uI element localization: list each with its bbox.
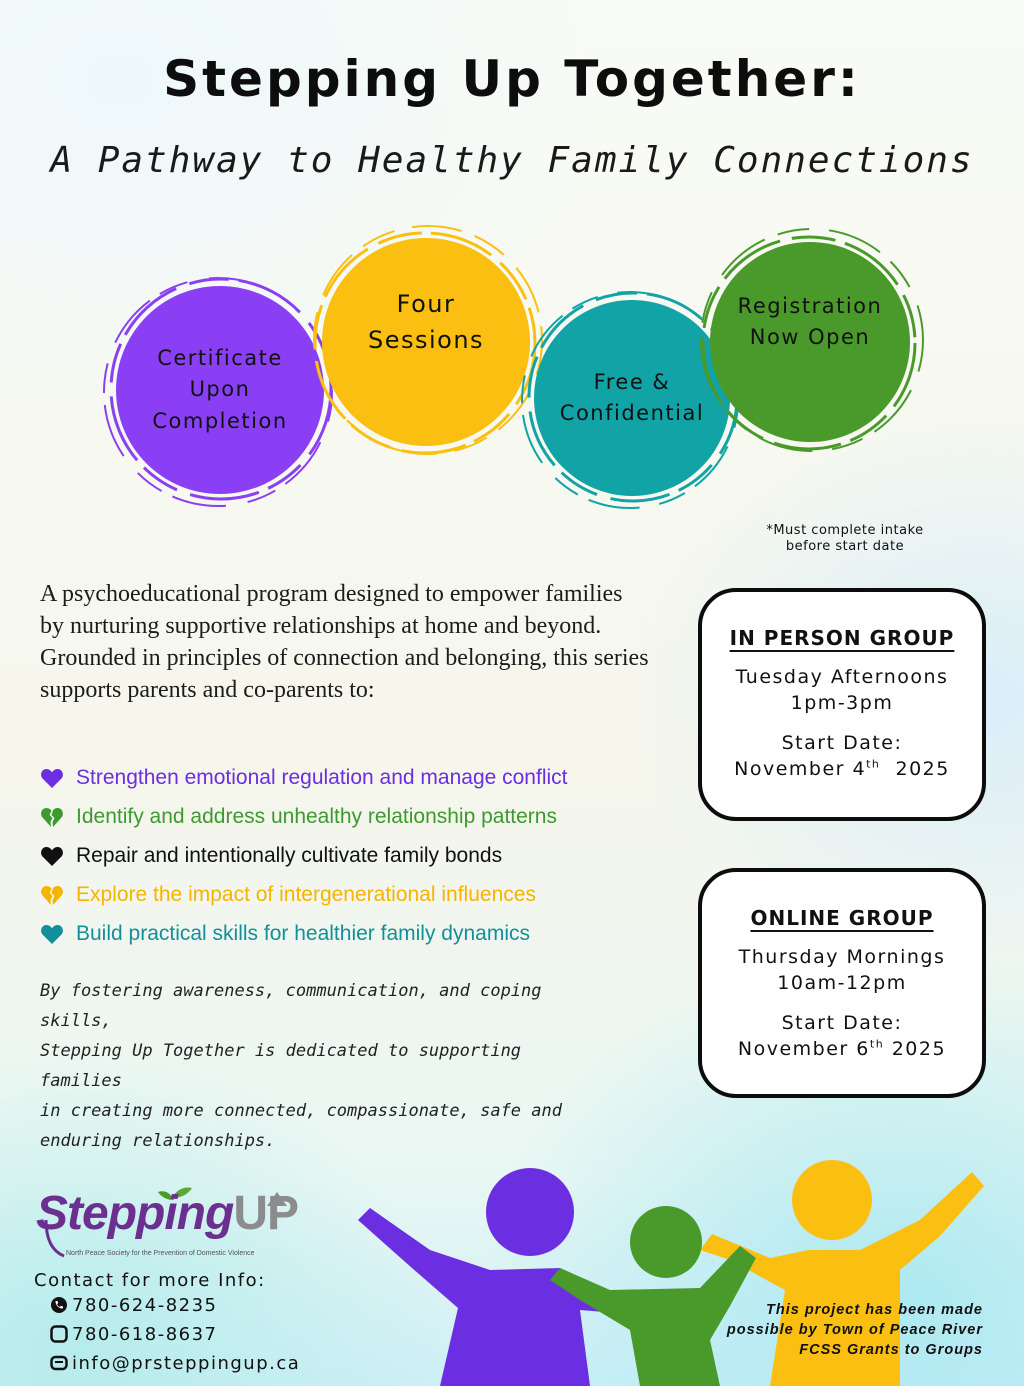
page-subtitle: A Pathway to Healthy Family Connections xyxy=(50,140,974,181)
in-person-group-card xyxy=(698,588,986,821)
contact-heading: Contact for more Info: xyxy=(34,1270,266,1291)
heart-icon xyxy=(40,767,64,789)
list-item: Repair and intentionally cultivate family bonds xyxy=(40,836,680,875)
certificate-circle xyxy=(100,270,340,510)
in-person-group-heading: IN PERSON GROUP xyxy=(729,626,955,650)
phone-number: 780-624-8235 xyxy=(72,1294,218,1316)
online-time: 10am-12pm xyxy=(777,972,907,994)
heart-icon xyxy=(40,845,64,867)
broken-heart-icon xyxy=(40,884,64,906)
yellow-figure-head xyxy=(792,1160,872,1240)
in-person-start-label: Start Date: xyxy=(781,732,903,754)
intro-paragraph: A psychoeducational program designed to empower families by nurturing supportive relationships at home and beyond. Grounded in principles of connection and belonging, this series supports parents and co-parents to: xyxy=(40,581,649,703)
online-group-heading: ONLINE GROUP xyxy=(750,906,934,930)
in-person-start-date: November 4th 2025 xyxy=(734,757,950,780)
phone-line[interactable] xyxy=(50,1293,218,1317)
purple-figure-head xyxy=(486,1168,574,1256)
text-line[interactable] xyxy=(50,1322,218,1346)
broken-heart-icon xyxy=(40,806,64,828)
online-start-date: November 6th 2025 xyxy=(737,1037,947,1060)
intake-note: *Must complete intake before start date xyxy=(766,523,924,554)
email-line[interactable] xyxy=(50,1351,300,1375)
message-icon xyxy=(50,1325,68,1343)
phone-icon xyxy=(50,1296,68,1314)
in-person-time: 1pm-3pm xyxy=(790,692,894,714)
registration-circle xyxy=(690,222,930,462)
sessions-circle xyxy=(306,222,546,462)
list-item: Build practical skills for healthier family dynamics xyxy=(40,914,680,953)
funding-credit: This project has been made possible by Town of Peace River FCSS Grants to Groups xyxy=(726,1302,983,1358)
sessions-circle-label: Four Sessions xyxy=(367,290,485,354)
online-day: Thursday Mornings xyxy=(738,946,946,968)
list-item: Explore the impact of intergenerational influences xyxy=(40,875,680,914)
heart-icon xyxy=(40,923,64,945)
green-figure-head xyxy=(630,1206,702,1278)
online-start-label: Start Date: xyxy=(781,1012,903,1034)
logo-tagline: North Peace Society for the Prevention of Domestic Violence xyxy=(66,1250,255,1257)
online-group-card xyxy=(698,868,986,1098)
list-item: Strengthen emotional regulation and manage conflict xyxy=(40,758,680,797)
text-number: 780-618-8637 xyxy=(72,1323,218,1345)
certificate-circle-label: Certificate Upon Completion xyxy=(152,345,288,433)
stepping-up-logo xyxy=(24,1180,324,1265)
email-address: info@prsteppingup.ca xyxy=(72,1352,301,1374)
closing-paragraph: By fostering awareness, communication, and coping skills, Stepping Up Together is dedicated to supporting families in creating more connected, compassionate, safe and enduring relationships. xyxy=(40,981,562,1151)
page-title: Stepping Up Together: xyxy=(163,50,861,108)
list-item: Identify and address unhealthy relationship patterns xyxy=(40,797,680,836)
goals-list xyxy=(40,758,680,953)
in-person-day: Tuesday Afternoons xyxy=(735,666,949,688)
confidential-circle-label: Free & Confidential xyxy=(559,369,705,425)
logo-wordmark: SteppingUP xyxy=(36,1187,298,1240)
registration-circle-label: Registration Now Open xyxy=(737,293,883,349)
email-icon xyxy=(50,1354,68,1372)
